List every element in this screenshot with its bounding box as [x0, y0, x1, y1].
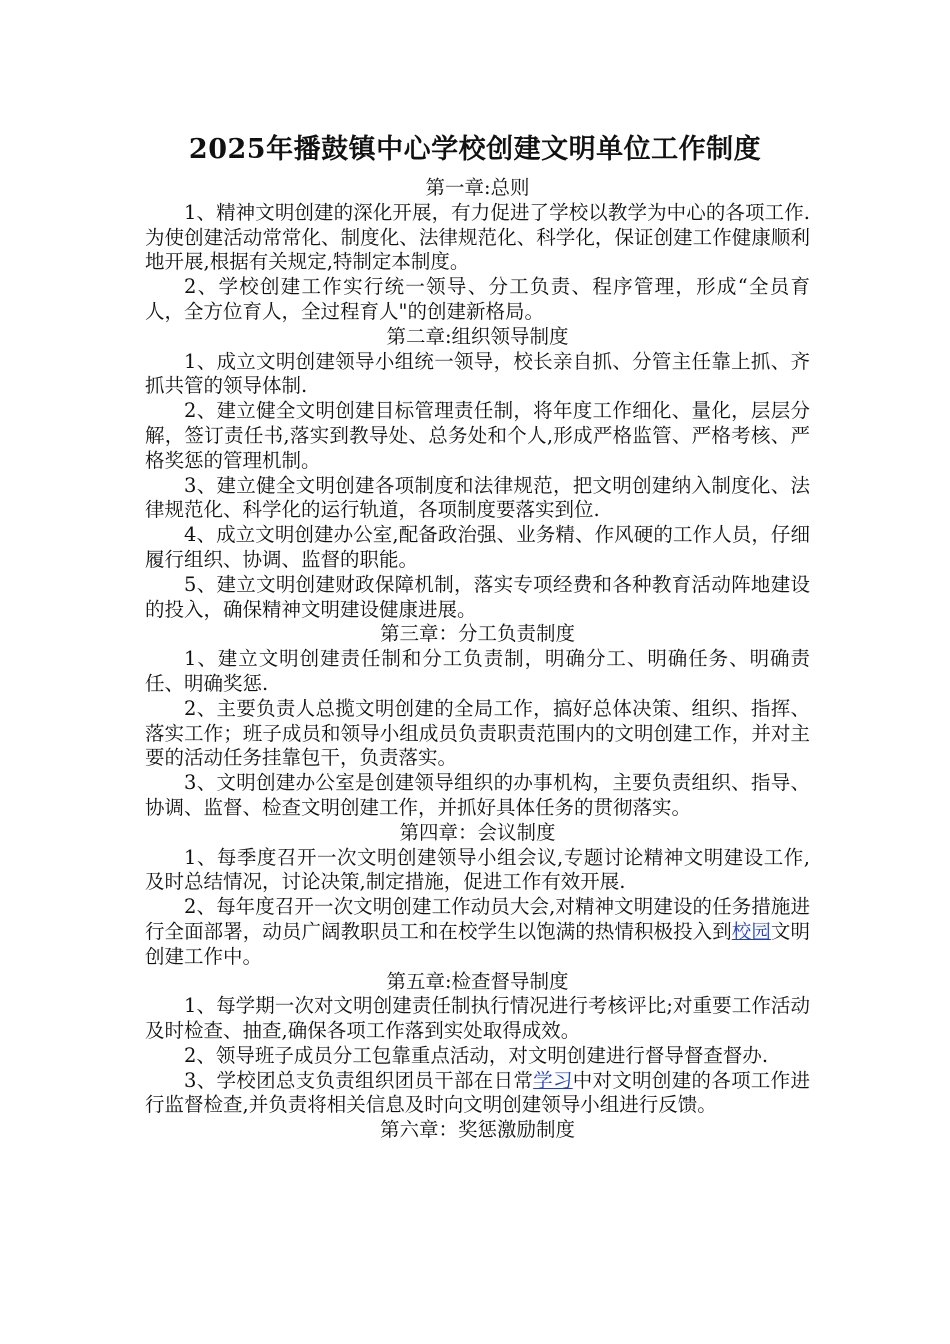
paragraph: 2、建立健全文明创建目标管理责任制，将年度工作细化、量化，层层分解，签订责任书,落实到教导处、总务处和个人,形成严格监管、严格考核、严格奖惩的管理机制。 — [145, 399, 810, 472]
chapter-heading-6: 第六章：奖惩激励制度 — [379, 1118, 575, 1142]
paragraph: 2、学校创建工作实行统一领导、分工负责、程序管理，形成“全员育人，全方位育人，全过程育人"的创建新格局。 — [145, 275, 810, 323]
paragraph: 2、主要负责人总揽文明创建的全局工作，搞好总体决策、组织、指挥、落实工作；班子成员和领导小组成员负责职责范围内的文明创建工作，并对主要的活动任务挂靠包干，负责落实。 — [145, 696, 810, 770]
paragraph-text: 2、每年度召开一次文明创建工作动员大会,对精神文明建设的任务措施进行全面部署，动员广阔教职员工和在校学生以饱满的热情积极投入到 — [145, 895, 810, 943]
paragraph-text: 3、学校团总支负责组织团员干部在日常 — [184, 1068, 534, 1092]
paragraph: 3、文明创建办公室是创建领导组织的办事机构，主要负责组织、指导、协调、监督、检查文明创建工作，并抓好具体任务的贯彻落实。 — [145, 771, 810, 819]
paragraph-text: 中对文明创建的各项工作进行监督检查,并负责将相关信息及时向文明创建领导小组进行反馈。 — [145, 1068, 810, 1117]
chapter-heading-3: 第三章：分工负责制度 — [379, 622, 575, 646]
chapter-heading-1: 第一章:总则 — [425, 176, 530, 199]
paragraph: 3、建立健全文明创建各项制度和法律规范，把文明创建纳入制度化、法律规范化、科学化的运行轨道，各项制度要落实到位. — [145, 473, 810, 522]
paragraph: 2、领导班子成员分工包靠重点活动，对文明创建进行督导督查督办. — [184, 1043, 769, 1067]
chapter-heading-5: 第五章:检查督导制度 — [386, 969, 569, 993]
paragraph-text: 文明创建工作中。 — [145, 919, 810, 968]
paragraph: 5、建立文明创建财政保障机制，落实专项经费和各种教育活动阵地建设的投入，确保精神文明建设健康进展。 — [145, 572, 810, 621]
paragraph: 1、建立文明创建责任制和分工负责制，明确分工、明确任务、明确责任、明确奖惩. — [145, 647, 810, 695]
document-title: 2025年播鼓镇中心学校创建文明单位工作制度 — [188, 134, 762, 165]
paragraph: 1、每季度召开一次文明创建领导小组会议,专题讨论精神文明建设工作,及时总结情况，讨论决策,制定措施，促进工作有效开展. — [145, 845, 810, 894]
chapter-heading-2: 第二章:组织领导制度 — [386, 324, 569, 348]
paragraph: 1、每学期一次对文明创建责任制执行情况进行考核评比;对重要工作活动及时检查、抽查,确保各项工作落到实处取得成效。 — [145, 994, 810, 1043]
paragraph: 4、成立文明创建办公室,配备政治强、业务精、作风硬的工作人员，仔细履行组织、协调、监督的职能。 — [145, 523, 810, 571]
document-body — [145, 176, 810, 1143]
chapter-heading-4: 第四章：会议制度 — [399, 820, 556, 844]
paragraph: 1、精神文明创建的深化开展，有力促进了学校以教学为中心的各项工作.为使创建活动常常化、制度化、法律规范化、科学化，保证创建工作健康顺利地开展,根据有关规定,特制定本制度。 — [145, 200, 810, 274]
study-link[interactable]: 学习 — [533, 1068, 573, 1092]
campus-link[interactable]: 校园 — [731, 919, 771, 943]
paragraph: 1、成立文明创建领导小组统一领导，校长亲自抓、分管主任靠上抓、齐抓共管的领导体制. — [145, 349, 810, 398]
paragraph-with-link — [145, 895, 810, 969]
paragraph-with-link — [145, 1069, 810, 1119]
